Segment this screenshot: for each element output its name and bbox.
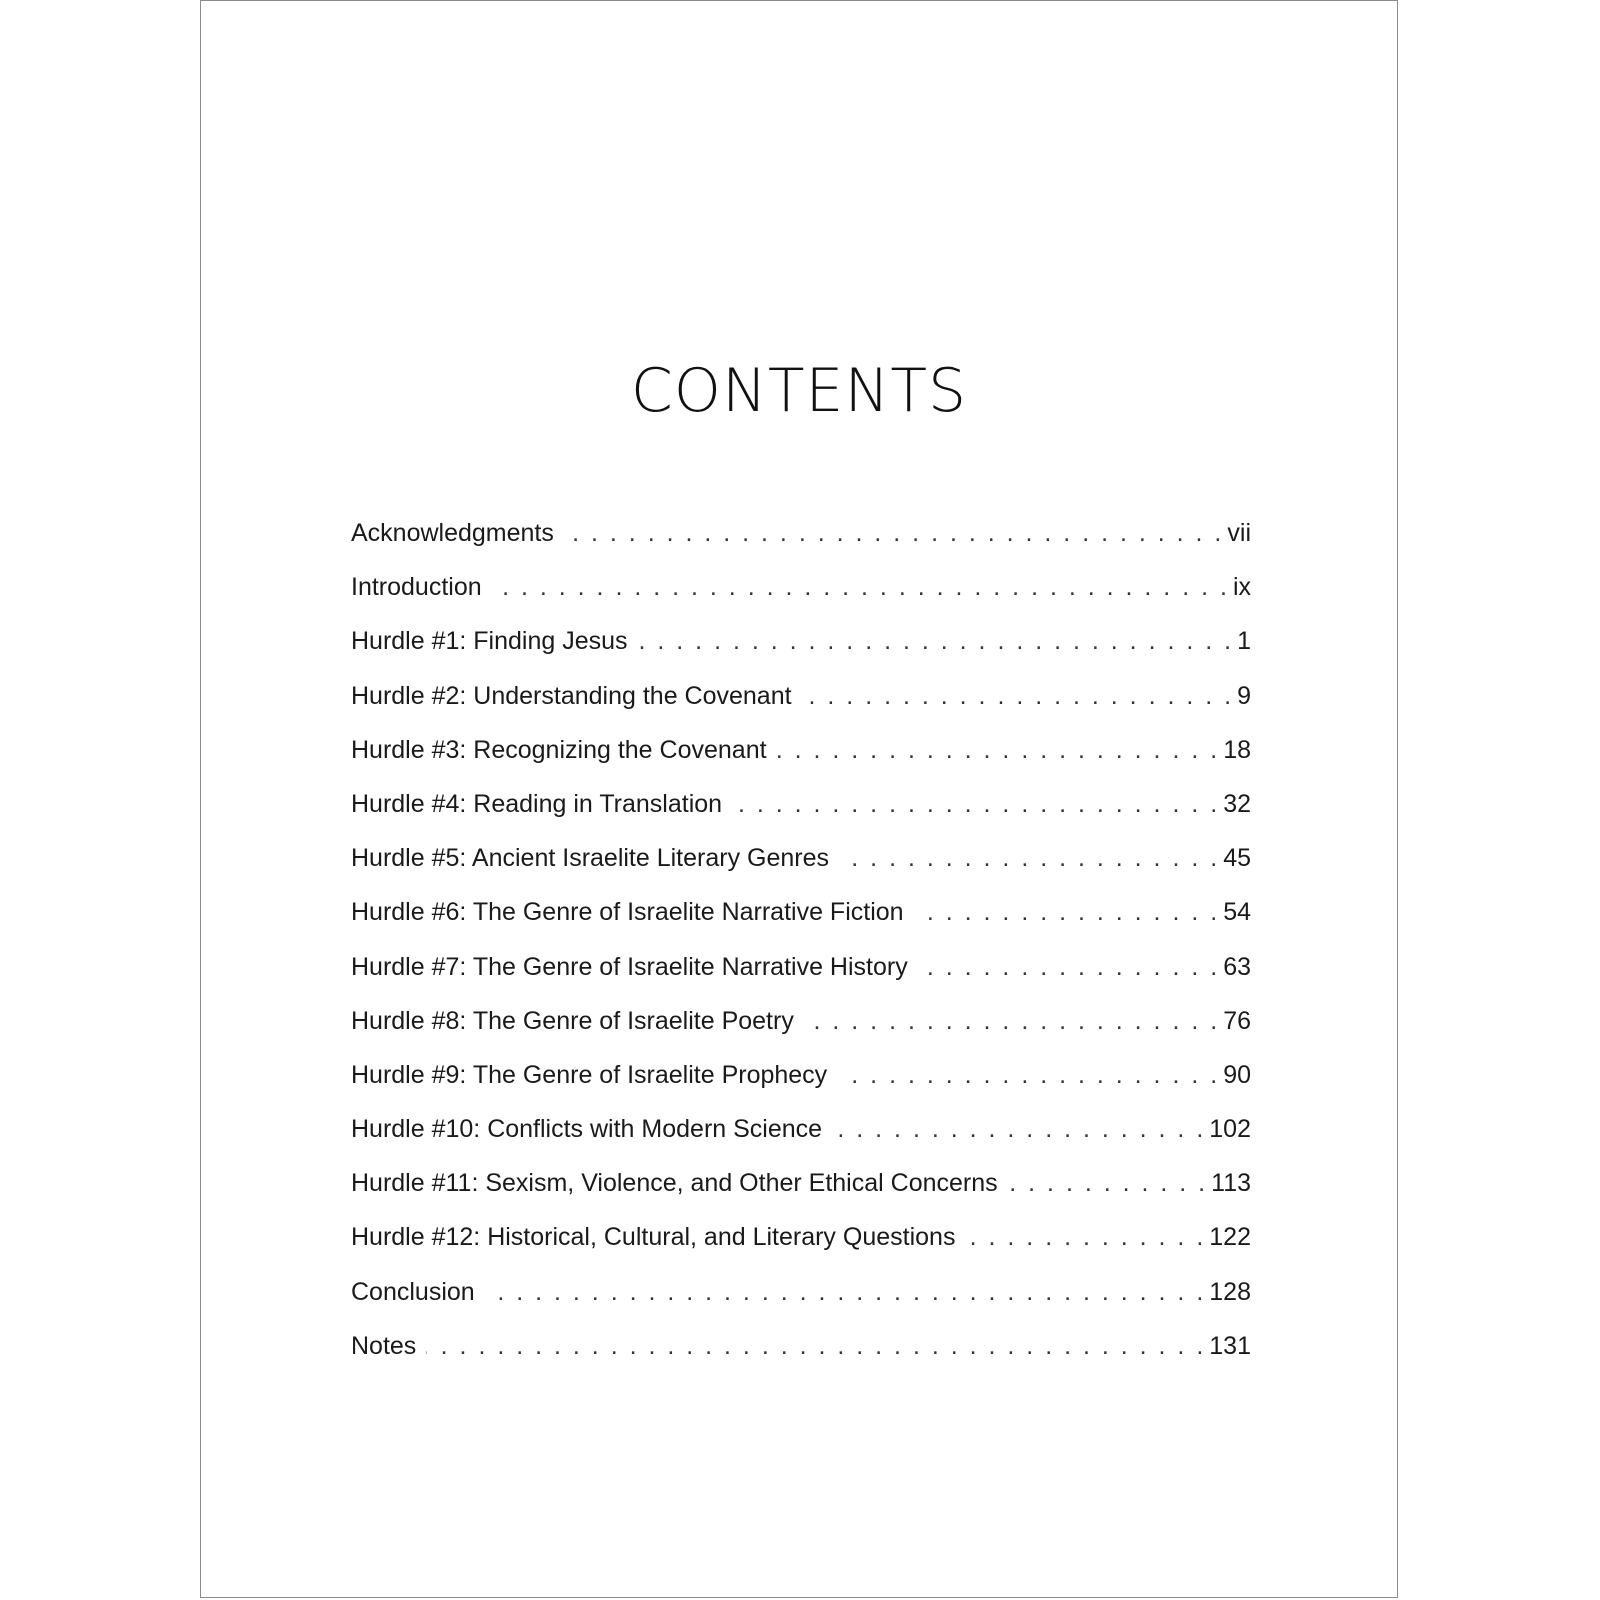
toc-entry-page-number: 18: [1223, 735, 1251, 764]
toc-entry-hurdle-8: [351, 1007, 1251, 1061]
toc-entry-page-number: ix: [1232, 573, 1251, 602]
toc-entry-page-number: 90: [1223, 1060, 1251, 1089]
toc-entry-label: Hurdle #8: The Genre of Israelite Poetry: [351, 1006, 794, 1035]
toc-entry-hurdle-3: [351, 736, 1251, 790]
toc-entry-page-number: 122: [1209, 1223, 1251, 1252]
toc-dot-leader: [564, 519, 1222, 548]
page-title: CONTENTS: [630, 356, 968, 426]
toc-entry-hurdle-5: [351, 844, 1251, 898]
toc-dot-leader: [485, 1278, 1204, 1307]
toc-dot-leader: [914, 898, 1218, 927]
toc-entry-label: Conclusion: [351, 1277, 475, 1306]
toc-dot-leader: [802, 682, 1232, 711]
toc-entry-page-number: 32: [1223, 789, 1251, 818]
table-of-contents: [351, 519, 1251, 1386]
toc-entry-label: Acknowledgments: [351, 519, 554, 547]
toc-entry-hurdle-7: [351, 953, 1251, 1007]
toc-entry-label: Hurdle #7: The Genre of Israelite Narrative History: [351, 952, 908, 981]
toc-entry-hurdle-10: [351, 1115, 1251, 1169]
toc-entry-label: Notes: [351, 1331, 417, 1360]
toc-entry-label: Hurdle #3: Recognizing the Covenant: [351, 735, 767, 764]
toc-dot-leader: [804, 1007, 1217, 1036]
toc-entry-hurdle-1: [351, 627, 1251, 681]
toc-entry-page-number: 131: [1209, 1331, 1251, 1360]
toc-dot-leader: [732, 790, 1217, 819]
toc-entry-label: Introduction: [351, 573, 482, 602]
toc-dot-leader: [1008, 1169, 1206, 1198]
toc-entry-label: Hurdle #1: Finding Jesus: [351, 627, 628, 656]
toc-entry-page-number: 45: [1223, 844, 1251, 873]
toc-entry-page-number: 128: [1209, 1277, 1251, 1306]
toc-entry-page-number: 1: [1237, 627, 1251, 656]
toc-entry-label: Hurdle #10: Conflicts with Modern Science: [351, 1115, 823, 1144]
book-page: [200, 0, 1398, 1598]
toc-dot-leader: [965, 1223, 1203, 1252]
toc-entry-page-number: vii: [1227, 519, 1251, 547]
toc-dot-leader: [918, 953, 1217, 982]
toc-entry-hurdle-9: [351, 1061, 1251, 1115]
toc-entry-introduction: [351, 573, 1251, 627]
toc-entry-hurdle-2: [351, 682, 1251, 736]
toc-entry-label: Hurdle #11: Sexism, Violence, and Other Ethical Concerns: [351, 1169, 998, 1198]
toc-entry-label: Hurdle #9: The Genre of Israelite Prophecy: [351, 1060, 828, 1089]
toc-entry-label: Hurdle #2: Understanding the Covenant: [351, 681, 792, 710]
toc-dot-leader: [638, 627, 1232, 656]
toc-entry-label: Hurdle #12: Historical, Cultural, and Literary Questions: [351, 1223, 956, 1252]
toc-dot-leader: [426, 1332, 1203, 1361]
toc-entry-page-number: 9: [1237, 681, 1251, 710]
toc-entry-hurdle-11: [351, 1169, 1251, 1223]
toc-dot-leader: [777, 736, 1218, 765]
toc-entry-label: Hurdle #4: Reading in Translation: [351, 789, 723, 818]
toc-entry-page-number: 76: [1223, 1006, 1251, 1035]
toc-entry-label: Hurdle #6: The Genre of Israelite Narrative Fiction: [351, 898, 904, 927]
toc-dot-leader: [839, 844, 1217, 873]
toc-entry-hurdle-12: [351, 1223, 1251, 1277]
toc-entry-page-number: 102: [1209, 1115, 1251, 1144]
toc-entry-hurdle-6: [351, 898, 1251, 952]
toc-entry-notes: [351, 1332, 1251, 1386]
toc-entry-page-number: 54: [1223, 898, 1251, 927]
toc-entry-page-number: 63: [1223, 952, 1251, 981]
toc-entry-hurdle-4: [351, 790, 1251, 844]
toc-dot-leader: [492, 573, 1227, 602]
toc-entry-page-number: 113: [1211, 1169, 1251, 1198]
toc-entry-conclusion: [351, 1278, 1251, 1332]
toc-entry-acknowledgments: [351, 519, 1251, 573]
toc-entry-label: Hurdle #5: Ancient Israelite Literary Genres: [351, 844, 830, 873]
toc-dot-leader: [837, 1061, 1217, 1090]
toc-dot-leader: [832, 1115, 1203, 1144]
